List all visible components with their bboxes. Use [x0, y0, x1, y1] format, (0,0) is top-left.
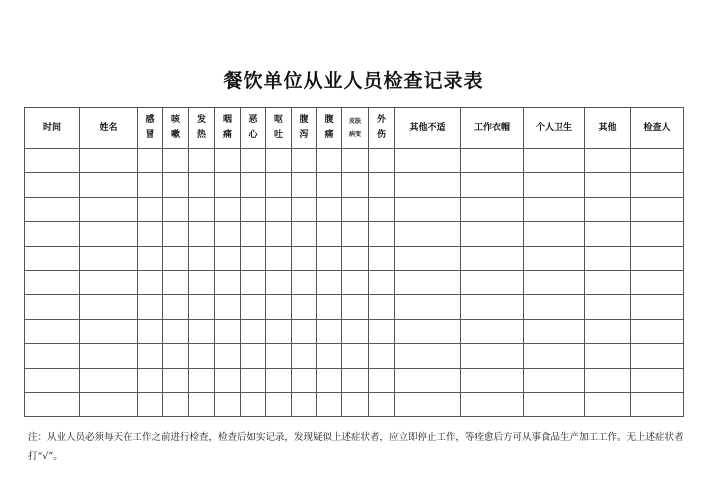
- column-header: [631, 108, 684, 149]
- header-text: 个人卫生: [535, 122, 572, 133]
- table-cell[interactable]: [80, 344, 138, 368]
- table-cell[interactable]: [342, 344, 369, 368]
- table-cell[interactable]: [631, 368, 684, 392]
- table-cell[interactable]: [138, 270, 163, 294]
- table-cell[interactable]: [80, 173, 138, 197]
- table-cell[interactable]: [138, 295, 163, 319]
- table-cell[interactable]: [241, 344, 266, 368]
- header-text: 恶: [248, 115, 258, 125]
- table-cell[interactable]: [163, 246, 189, 270]
- table-cell[interactable]: [369, 344, 395, 368]
- column-header: [317, 108, 342, 149]
- table-cell[interactable]: [585, 246, 631, 270]
- document-title: 餐饮单位从业人员检查记录表: [223, 70, 484, 92]
- table-cell[interactable]: [266, 149, 292, 173]
- table-cell[interactable]: [342, 295, 369, 319]
- table-cell[interactable]: [163, 173, 189, 197]
- table-cell[interactable]: [292, 197, 317, 221]
- table-cell[interactable]: [631, 149, 684, 173]
- header-row: [25, 108, 684, 149]
- table-cell[interactable]: [342, 173, 369, 197]
- table-cell[interactable]: [163, 270, 189, 294]
- header-text: 伤: [376, 130, 386, 140]
- table-row: [25, 319, 684, 343]
- table-cell[interactable]: [25, 368, 80, 392]
- table-cell[interactable]: [585, 173, 631, 197]
- inspection-record-table: [24, 107, 684, 417]
- column-header: [342, 108, 369, 149]
- table-cell[interactable]: [585, 344, 631, 368]
- table-cell[interactable]: [317, 222, 342, 246]
- table-cell[interactable]: [215, 246, 241, 270]
- table-cell[interactable]: [189, 392, 215, 416]
- table-cell[interactable]: [461, 295, 524, 319]
- table-cell[interactable]: [524, 173, 585, 197]
- column-header: [80, 108, 138, 149]
- table-cell[interactable]: [80, 295, 138, 319]
- table-cell[interactable]: [25, 222, 80, 246]
- table-cell[interactable]: [215, 319, 241, 343]
- table-cell[interactable]: [266, 173, 292, 197]
- table-cell[interactable]: [369, 197, 395, 221]
- header-text: 其他: [598, 122, 617, 133]
- table-cell[interactable]: [524, 270, 585, 294]
- table-cell[interactable]: [342, 246, 369, 270]
- table-cell[interactable]: [369, 368, 395, 392]
- table-cell[interactable]: [163, 222, 189, 246]
- column-header: [266, 108, 292, 149]
- table-cell[interactable]: [215, 392, 241, 416]
- table-cell[interactable]: [292, 368, 317, 392]
- table-row: [25, 295, 684, 319]
- header-text: 姓名: [99, 122, 118, 133]
- table-cell[interactable]: [138, 222, 163, 246]
- column-header: [163, 108, 189, 149]
- table-cell[interactable]: [241, 246, 266, 270]
- table-cell[interactable]: [631, 197, 684, 221]
- table-cell[interactable]: [369, 149, 395, 173]
- table-cell[interactable]: [461, 197, 524, 221]
- table-cell[interactable]: [25, 270, 80, 294]
- table-cell[interactable]: [163, 295, 189, 319]
- table-cell[interactable]: [524, 197, 585, 221]
- column-header: [25, 108, 80, 149]
- table-row: [25, 368, 684, 392]
- column-header: [189, 108, 215, 149]
- table-cell[interactable]: [342, 149, 369, 173]
- header-text: 咽: [222, 115, 232, 125]
- table-cell[interactable]: [266, 222, 292, 246]
- table-cell[interactable]: [266, 246, 292, 270]
- table-cell[interactable]: [266, 392, 292, 416]
- table-cell[interactable]: [292, 270, 317, 294]
- table-cell[interactable]: [524, 344, 585, 368]
- header-text: 泻: [299, 130, 309, 140]
- table-cell[interactable]: [461, 392, 524, 416]
- header-text: 冒: [145, 130, 155, 140]
- table-cell[interactable]: [317, 149, 342, 173]
- table-cell[interactable]: [80, 319, 138, 343]
- table-cell[interactable]: [138, 246, 163, 270]
- table-cell[interactable]: [369, 392, 395, 416]
- header-text: 时间: [42, 122, 61, 133]
- table-cell[interactable]: [461, 344, 524, 368]
- table-cell[interactable]: [461, 368, 524, 392]
- column-header: [524, 108, 585, 149]
- table-cell[interactable]: [189, 173, 215, 197]
- table-cell[interactable]: [80, 270, 138, 294]
- table-cell[interactable]: [189, 197, 215, 221]
- table-cell[interactable]: [189, 270, 215, 294]
- table-cell[interactable]: [524, 149, 585, 173]
- table-cell[interactable]: [163, 392, 189, 416]
- table-cell[interactable]: [189, 368, 215, 392]
- table-cell[interactable]: [25, 197, 80, 221]
- table-cell[interactable]: [342, 368, 369, 392]
- column-header: [395, 108, 461, 149]
- table-cell[interactable]: [395, 295, 461, 319]
- table-cell[interactable]: [189, 222, 215, 246]
- table-cell[interactable]: [317, 319, 342, 343]
- table-cell[interactable]: [215, 368, 241, 392]
- table-cell[interactable]: [585, 270, 631, 294]
- column-header: [138, 108, 163, 149]
- table-cell[interactable]: [292, 319, 317, 343]
- header-text: 咳: [170, 115, 180, 125]
- table-cell[interactable]: [163, 368, 189, 392]
- table-cell[interactable]: [585, 197, 631, 221]
- table-cell[interactable]: [585, 319, 631, 343]
- table-cell[interactable]: [189, 295, 215, 319]
- table-cell[interactable]: [369, 270, 395, 294]
- header-text: 其他不适: [409, 122, 446, 133]
- table-cell[interactable]: [215, 149, 241, 173]
- table-cell[interactable]: [395, 344, 461, 368]
- table-cell[interactable]: [292, 344, 317, 368]
- table-cell[interactable]: [80, 246, 138, 270]
- table-cell[interactable]: [342, 392, 369, 416]
- table-cell[interactable]: [524, 222, 585, 246]
- table-cell[interactable]: [317, 173, 342, 197]
- table-cell[interactable]: [241, 173, 266, 197]
- header-text: 病变: [348, 131, 361, 138]
- table-cell[interactable]: [631, 392, 684, 416]
- table-cell[interactable]: [631, 173, 684, 197]
- header-text: 检查人: [643, 122, 671, 133]
- table-row: [25, 197, 684, 221]
- table-cell[interactable]: [80, 392, 138, 416]
- table-cell[interactable]: [524, 392, 585, 416]
- table-cell[interactable]: [631, 344, 684, 368]
- table-cell[interactable]: [138, 319, 163, 343]
- table-cell[interactable]: [80, 368, 138, 392]
- column-header: [585, 108, 631, 149]
- table-cell[interactable]: [241, 295, 266, 319]
- table-cell[interactable]: [163, 197, 189, 221]
- table-cell[interactable]: [292, 246, 317, 270]
- table-cell[interactable]: [266, 344, 292, 368]
- table-cell[interactable]: [25, 246, 80, 270]
- table-cell[interactable]: [369, 246, 395, 270]
- header-text: 外: [376, 115, 386, 125]
- table-cell[interactable]: [266, 295, 292, 319]
- table-row: [25, 270, 684, 294]
- table-cell[interactable]: [163, 319, 189, 343]
- table-cell[interactable]: [241, 197, 266, 221]
- table-cell[interactable]: [241, 222, 266, 246]
- table-cell[interactable]: [138, 173, 163, 197]
- table-cell[interactable]: [25, 392, 80, 416]
- table-cell[interactable]: [189, 319, 215, 343]
- table-cell[interactable]: [215, 197, 241, 221]
- header-text: 腹: [324, 115, 334, 125]
- table-cell[interactable]: [215, 222, 241, 246]
- table-cell[interactable]: [163, 344, 189, 368]
- table-cell[interactable]: [369, 173, 395, 197]
- table-cell[interactable]: [138, 149, 163, 173]
- table-cell[interactable]: [395, 222, 461, 246]
- table-cell[interactable]: [138, 197, 163, 221]
- table-row: [25, 222, 684, 246]
- table-cell[interactable]: [266, 319, 292, 343]
- header-text: 感: [145, 115, 155, 125]
- header-text: 心: [248, 130, 258, 140]
- table-cell[interactable]: [266, 368, 292, 392]
- table-cell[interactable]: [292, 149, 317, 173]
- table-cell[interactable]: [342, 270, 369, 294]
- table-cell[interactable]: [317, 197, 342, 221]
- table-cell[interactable]: [461, 246, 524, 270]
- table-cell[interactable]: [585, 149, 631, 173]
- table-cell[interactable]: [585, 392, 631, 416]
- table-row: [25, 344, 684, 368]
- header-text: 嗽: [170, 130, 180, 140]
- table-cell[interactable]: [292, 222, 317, 246]
- table-cell[interactable]: [461, 149, 524, 173]
- table-cell[interactable]: [524, 368, 585, 392]
- table-cell[interactable]: [369, 319, 395, 343]
- table-cell[interactable]: [395, 392, 461, 416]
- table-cell[interactable]: [395, 149, 461, 173]
- table-cell[interactable]: [317, 392, 342, 416]
- table-cell[interactable]: [215, 270, 241, 294]
- table-cell[interactable]: [189, 344, 215, 368]
- header-text: 发: [196, 115, 206, 125]
- table-cell[interactable]: [524, 295, 585, 319]
- table-cell[interactable]: [25, 344, 80, 368]
- table-cell[interactable]: [189, 246, 215, 270]
- table-cell[interactable]: [241, 319, 266, 343]
- table-cell[interactable]: [80, 197, 138, 221]
- header-text: 呕: [273, 115, 283, 125]
- table-cell[interactable]: [317, 368, 342, 392]
- table-cell[interactable]: [461, 270, 524, 294]
- column-header: [369, 108, 395, 149]
- table-cell[interactable]: [342, 197, 369, 221]
- table-cell[interactable]: [25, 149, 80, 173]
- table-row: [25, 246, 684, 270]
- table-cell[interactable]: [317, 295, 342, 319]
- table-cell[interactable]: [461, 173, 524, 197]
- column-header: [461, 108, 524, 149]
- column-header: [292, 108, 317, 149]
- footnote: 注：从业人员必须每天在工作之前进行检查，检查后如实记录，发现疑似上述症状者，应立即停止工作，等痊愈后方可从事食品生产加工工作。无上述症状者打“√”。: [28, 432, 684, 462]
- table-cell[interactable]: [292, 173, 317, 197]
- table-cell[interactable]: [189, 149, 215, 173]
- table-cell[interactable]: [138, 392, 163, 416]
- table-cell[interactable]: [80, 222, 138, 246]
- table-cell[interactable]: [395, 173, 461, 197]
- table-cell[interactable]: [266, 270, 292, 294]
- table-cell[interactable]: [395, 197, 461, 221]
- header-text: 工作衣帽: [473, 122, 510, 133]
- table-cell[interactable]: [317, 246, 342, 270]
- table-cell[interactable]: [631, 270, 684, 294]
- table-cell[interactable]: [138, 368, 163, 392]
- table-cell[interactable]: [292, 392, 317, 416]
- table-cell[interactable]: [631, 246, 684, 270]
- table-cell[interactable]: [524, 319, 585, 343]
- header-text: 痛: [324, 130, 334, 140]
- table-cell[interactable]: [266, 197, 292, 221]
- table-cell[interactable]: [631, 222, 684, 246]
- table-cell[interactable]: [631, 295, 684, 319]
- table-cell[interactable]: [241, 392, 266, 416]
- header-text: 皮肤: [348, 118, 361, 125]
- table-cell[interactable]: [241, 149, 266, 173]
- table-cell[interactable]: [369, 295, 395, 319]
- table-row: [25, 392, 684, 416]
- header-text: 痛: [222, 130, 232, 140]
- table-cell[interactable]: [585, 222, 631, 246]
- table-cell[interactable]: [215, 295, 241, 319]
- table-cell[interactable]: [241, 368, 266, 392]
- table-row: [25, 149, 684, 173]
- table-cell[interactable]: [461, 222, 524, 246]
- column-header: [215, 108, 241, 149]
- table-cell[interactable]: [342, 222, 369, 246]
- table-cell[interactable]: [241, 270, 266, 294]
- table-cell[interactable]: [80, 149, 138, 173]
- table-cell[interactable]: [342, 319, 369, 343]
- table-cell[interactable]: [395, 368, 461, 392]
- table-cell[interactable]: [25, 295, 80, 319]
- table-cell[interactable]: [395, 270, 461, 294]
- table-cell[interactable]: [585, 295, 631, 319]
- table-cell[interactable]: [461, 319, 524, 343]
- column-header: [241, 108, 266, 149]
- table-cell[interactable]: [395, 246, 461, 270]
- table-cell[interactable]: [25, 173, 80, 197]
- table-cell[interactable]: [25, 319, 80, 343]
- table-cell[interactable]: [138, 344, 163, 368]
- table-cell[interactable]: [215, 344, 241, 368]
- header-text: 吐: [273, 130, 283, 140]
- table-cell[interactable]: [215, 173, 241, 197]
- header-text: 腹: [299, 115, 309, 125]
- table-cell[interactable]: [292, 295, 317, 319]
- table-cell[interactable]: [163, 149, 189, 173]
- table-cell[interactable]: [524, 246, 585, 270]
- table-cell[interactable]: [317, 344, 342, 368]
- table-row: [25, 173, 684, 197]
- header-text: 热: [196, 130, 206, 140]
- table-cell[interactable]: [369, 222, 395, 246]
- table-cell[interactable]: [317, 270, 342, 294]
- table-cell[interactable]: [395, 319, 461, 343]
- table-cell[interactable]: [631, 319, 684, 343]
- table-cell[interactable]: [585, 368, 631, 392]
